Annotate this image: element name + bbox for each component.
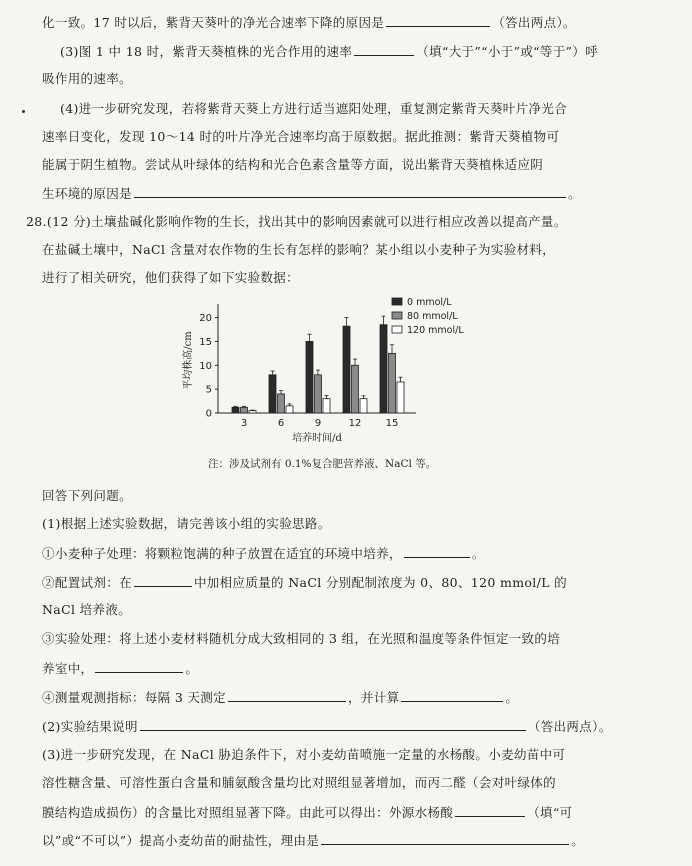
bar <box>278 394 285 413</box>
answer-intro: 回答下列问题。 <box>42 488 132 503</box>
answer-blank[interactable] <box>455 804 525 817</box>
y-tick-label: 20 <box>199 313 212 325</box>
step-3: ③实验处理：将上述小麦材料随机分成大致相同的 3 组，在光照和温度等条件恒定一致的培 <box>42 631 561 646</box>
step-2-cont: NaCl 培养液。 <box>42 602 132 617</box>
q28-stem-2: 在盐碱土壤中，NaCl 含量对农作物的生长有怎样的影响？某小组以小麦种子为实验材料， <box>42 242 556 257</box>
q3-line-2: 吸作用的速率。 <box>42 71 132 86</box>
bar <box>360 399 367 413</box>
x-tick-label: 9 <box>314 418 322 429</box>
bar <box>269 375 276 413</box>
bar-chart <box>160 292 490 442</box>
answer-blank[interactable] <box>321 832 569 845</box>
q28-stem-3: 进行了相关研究，他们获得了如下实验数据： <box>42 270 300 285</box>
x-axis-label: 培养时间/d <box>292 433 342 444</box>
step-2: ②配置试剂：在 中加相应质量的 NaCl 分别配制浓度为 0、80、120 mmol/L 的 <box>42 575 568 590</box>
answer-blank[interactable] <box>401 689 503 702</box>
y-tick-label: 5 <box>205 384 212 396</box>
legend-swatch <box>392 298 402 305</box>
q4-line-2: 速率日变化，发现 10～14 时的叶片净光合速率均高于原数据。据此推测：紫背天葵植物可 <box>42 129 560 144</box>
y-axis-label: 平均株高/cm <box>183 331 194 390</box>
q4-line-3: 能属于阴生植物。尝试从叶绿体的结构和光合色素含量等方面，说出紫背天葵植株适应阴 <box>42 157 544 172</box>
q3-line: (3)图 1 中 18 时，紫背天葵植株的光合作用的速率 （填“大于”“小于”或“等于”）呼 <box>60 44 599 59</box>
answer-blank[interactable] <box>134 574 192 587</box>
bar <box>249 411 256 413</box>
part-1-title: (1)根据上述实验数据，请完善该小组的实验思路。 <box>42 516 331 531</box>
part-3-line-1: (3)进一步研究发现，在 NaCl 胁迫条件下，对小麦幼苗喷施一定量的水杨酸。小麦幼苗中可 <box>42 747 566 762</box>
q4-line-1: (4)进一步研究发现，若将紫背天葵上方进行适当遮阳处理，重复测定紫背天葵叶片净光合 <box>60 101 568 116</box>
answer-blank[interactable] <box>134 185 566 198</box>
y-tick-label: 15 <box>199 336 212 348</box>
step-4: ④测量观测指标：每隔 3 天测定 ，并计算 。 <box>42 690 519 705</box>
x-tick-label: 3 <box>240 418 248 429</box>
answer-blank[interactable] <box>140 718 526 731</box>
legend-swatch <box>392 312 402 319</box>
chart-note: 注：涉及试剂有 0.1%复合肥营养液、NaCl 等。 <box>208 458 437 470</box>
x-tick-label: 6 <box>277 418 285 429</box>
part-3-line-2: 溶性糖含量、可溶性蛋白含量和脯氨酸含量均比对照组显著增加，而丙二醛（会对叶绿体的 <box>42 775 557 790</box>
margin-dot <box>22 110 25 113</box>
legend-label: 80 mmol/L <box>407 311 458 322</box>
answer-blank[interactable] <box>354 43 414 56</box>
part-2: (2)实验结果说明 （答出两点）。 <box>42 719 612 734</box>
bar <box>397 382 404 413</box>
prev-question-line: 化一致。17 时以后，紫背天葵叶的净光合速率下降的原因是 （答出两点）。 <box>42 15 576 30</box>
legend-swatch <box>392 326 402 333</box>
bar <box>343 326 350 413</box>
bar <box>315 375 322 413</box>
answer-blank[interactable] <box>386 14 490 27</box>
step-1: ①小麦种子处理：将颗粒饱满的种子放置在适宜的环境中培养， 。 <box>42 546 485 561</box>
bar <box>352 365 359 413</box>
legend-label: 120 mmol/L <box>407 325 464 336</box>
part-3-line-4: 以”或“不可以”）提高小麦幼苗的耐盐性，理由是 。 <box>42 833 585 848</box>
bar <box>389 353 396 413</box>
answer-blank[interactable] <box>95 660 183 673</box>
x-tick-label: 15 <box>385 418 399 429</box>
bar <box>241 407 248 413</box>
y-tick-label: 0 <box>205 408 212 420</box>
q4-line-4: 生环境的原因是 。 <box>42 186 581 201</box>
bar <box>380 325 387 413</box>
y-tick-label: 10 <box>199 360 212 372</box>
bar <box>232 407 239 413</box>
bar-chart-svg <box>160 292 490 442</box>
q28-stem-1: 28.(12 分)土壤盐碱化影响作物的生长，找出其中的影响因素就可以进行相应改善以提高产量。 <box>26 214 567 229</box>
legend-label: 0 mmol/L <box>407 297 452 308</box>
answer-blank[interactable] <box>228 689 346 702</box>
x-tick-label: 12 <box>348 418 362 429</box>
bar <box>323 399 330 413</box>
answer-blank[interactable] <box>404 545 470 558</box>
bar <box>286 406 293 413</box>
step-3-cont: 养室中， 。 <box>42 661 199 676</box>
bar <box>306 341 313 413</box>
part-3-line-3: 膜结构造成损伤）的含量比对照组显著下降。由此可以得出：外源水杨酸 （填“可 <box>42 805 573 820</box>
